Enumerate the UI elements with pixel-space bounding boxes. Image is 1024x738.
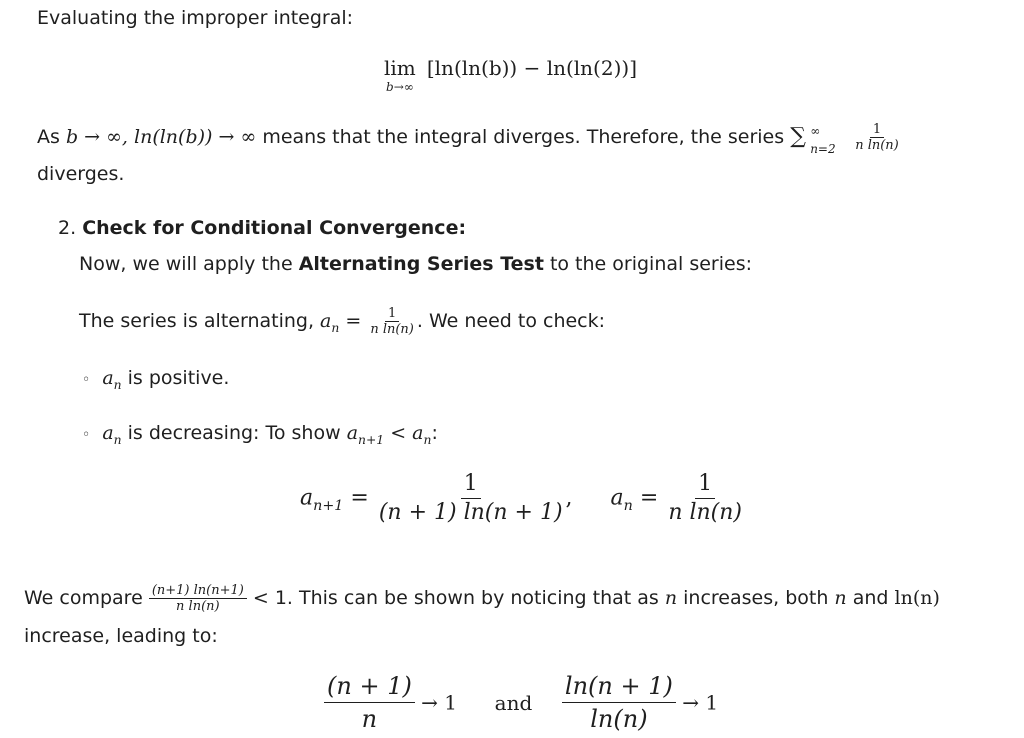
bullet2-sub: n <box>113 432 122 447</box>
limit-den1: n <box>361 705 378 733</box>
bullet1-sub: n <box>113 377 122 392</box>
step2-number: 2. <box>58 217 77 239</box>
line1-bold: Alternating Series Test <box>298 253 544 275</box>
eq-fraction2 <box>665 470 745 527</box>
compare-ln: ln(n) <box>894 587 940 609</box>
compare-and: and <box>846 587 895 609</box>
bullet2-lt: < <box>384 422 413 444</box>
limit-display <box>384 56 637 94</box>
compare-pre: We compare <box>24 587 149 609</box>
line1-post: to the original series: <box>543 253 753 275</box>
divergence-mid: means that the integral diverges. Therefore, the series <box>256 126 791 148</box>
eq-num1: 1 <box>461 470 481 499</box>
limit-arrow2: → 1 <box>675 690 719 715</box>
bullet1-var: a <box>102 367 114 389</box>
step2-line2 <box>79 306 605 340</box>
bullet-marker: ◦ <box>82 427 91 443</box>
limit-arrow1: → 1 <box>414 690 458 715</box>
compare-line2: increase, leading to: <box>24 625 218 647</box>
eq-lhs2: a <box>610 485 624 511</box>
lim-operator: lim <box>384 56 416 80</box>
line2-num: 1 <box>385 306 399 322</box>
limit-den2: ln(n) <box>590 705 648 733</box>
bullet2-var: a <box>102 422 114 444</box>
eq-lhs1: a <box>300 485 314 511</box>
divergence-condition: b → ∞, ln(ln(b)) → ∞ <box>65 126 257 148</box>
lim-expression: [ln(ln(b)) − ln(ln(2))] <box>426 56 637 80</box>
line2-var: a <box>320 310 332 332</box>
bullet2-m1-sub: n+1 <box>358 432 385 447</box>
bullet2-text: is decreasing: To show <box>121 422 347 444</box>
line2-den: n ln(n) <box>370 322 414 337</box>
step2-title: Check for Conditional Convergence: <box>82 217 467 239</box>
eq-fraction1 <box>376 470 566 527</box>
limit-num1: (n + 1) <box>324 670 415 703</box>
line2-eq: = <box>339 310 368 332</box>
compare-var2: n <box>834 587 847 609</box>
line2-post: . We need to check: <box>416 310 606 332</box>
eq-lhs2-sub: n <box>623 497 633 514</box>
line2-fraction <box>367 306 417 337</box>
bullet2-colon: : <box>431 422 438 444</box>
eq-equals2: = <box>632 485 666 511</box>
bullet-decreasing <box>82 421 438 452</box>
eq-equals1: = <box>343 485 376 511</box>
limit-fraction1 <box>324 670 415 735</box>
compare-post2: increases, both <box>677 587 835 609</box>
display-equation <box>300 470 745 527</box>
divergence-pre: As <box>37 126 66 148</box>
compare-post: < 1. This can be shown by noticing that as <box>246 587 665 609</box>
compare-den: n ln(n) <box>176 599 220 614</box>
sum-symbol: ∑ <box>790 123 806 149</box>
divergence-line <box>37 122 902 156</box>
step2-line1 <box>79 252 752 276</box>
step2-heading <box>58 216 466 240</box>
bullet1-text: is positive. <box>121 367 230 389</box>
compare-num: (n+1) ln(n+1) <box>149 583 247 599</box>
eq-num2: 1 <box>695 470 715 499</box>
lim-subscript: b→∞ <box>386 80 414 94</box>
compare-fraction <box>149 583 247 614</box>
limits-display <box>324 670 718 735</box>
divergence-end: diverges. <box>37 163 125 185</box>
eq-den2: n ln(n) <box>668 500 743 525</box>
line2-sub: n <box>331 320 340 335</box>
compare-var: n <box>664 587 678 609</box>
bullet2-m3: a <box>412 422 424 444</box>
compare-line <box>24 583 940 614</box>
limits-and: and <box>494 690 533 715</box>
series-frac-num: 1 <box>870 122 884 138</box>
eq-lhs1-sub: n+1 <box>313 497 344 514</box>
bullet2-m1: a <box>346 422 359 444</box>
series-frac-den: n ln(n) <box>855 138 899 153</box>
sum-lower: n=2 <box>810 141 836 156</box>
bullet2-m3-sub: n <box>423 432 432 447</box>
series-fraction <box>852 122 902 153</box>
limit-fraction2 <box>562 670 676 735</box>
intro-text: Evaluating the improper integral: <box>37 7 354 29</box>
eq-comma: , <box>565 485 573 511</box>
eq-den1: (n + 1) ln(n + 1) <box>378 500 563 525</box>
bullet-marker: ◦ <box>82 372 91 388</box>
line1-pre: Now, we will apply the <box>79 253 299 275</box>
series-sum <box>790 123 852 156</box>
line2-pre: The series is alternating, <box>79 310 321 332</box>
limit-num2: ln(n + 1) <box>562 670 676 703</box>
sum-upper: ∞ <box>810 123 821 138</box>
bullet-positive <box>82 366 229 397</box>
